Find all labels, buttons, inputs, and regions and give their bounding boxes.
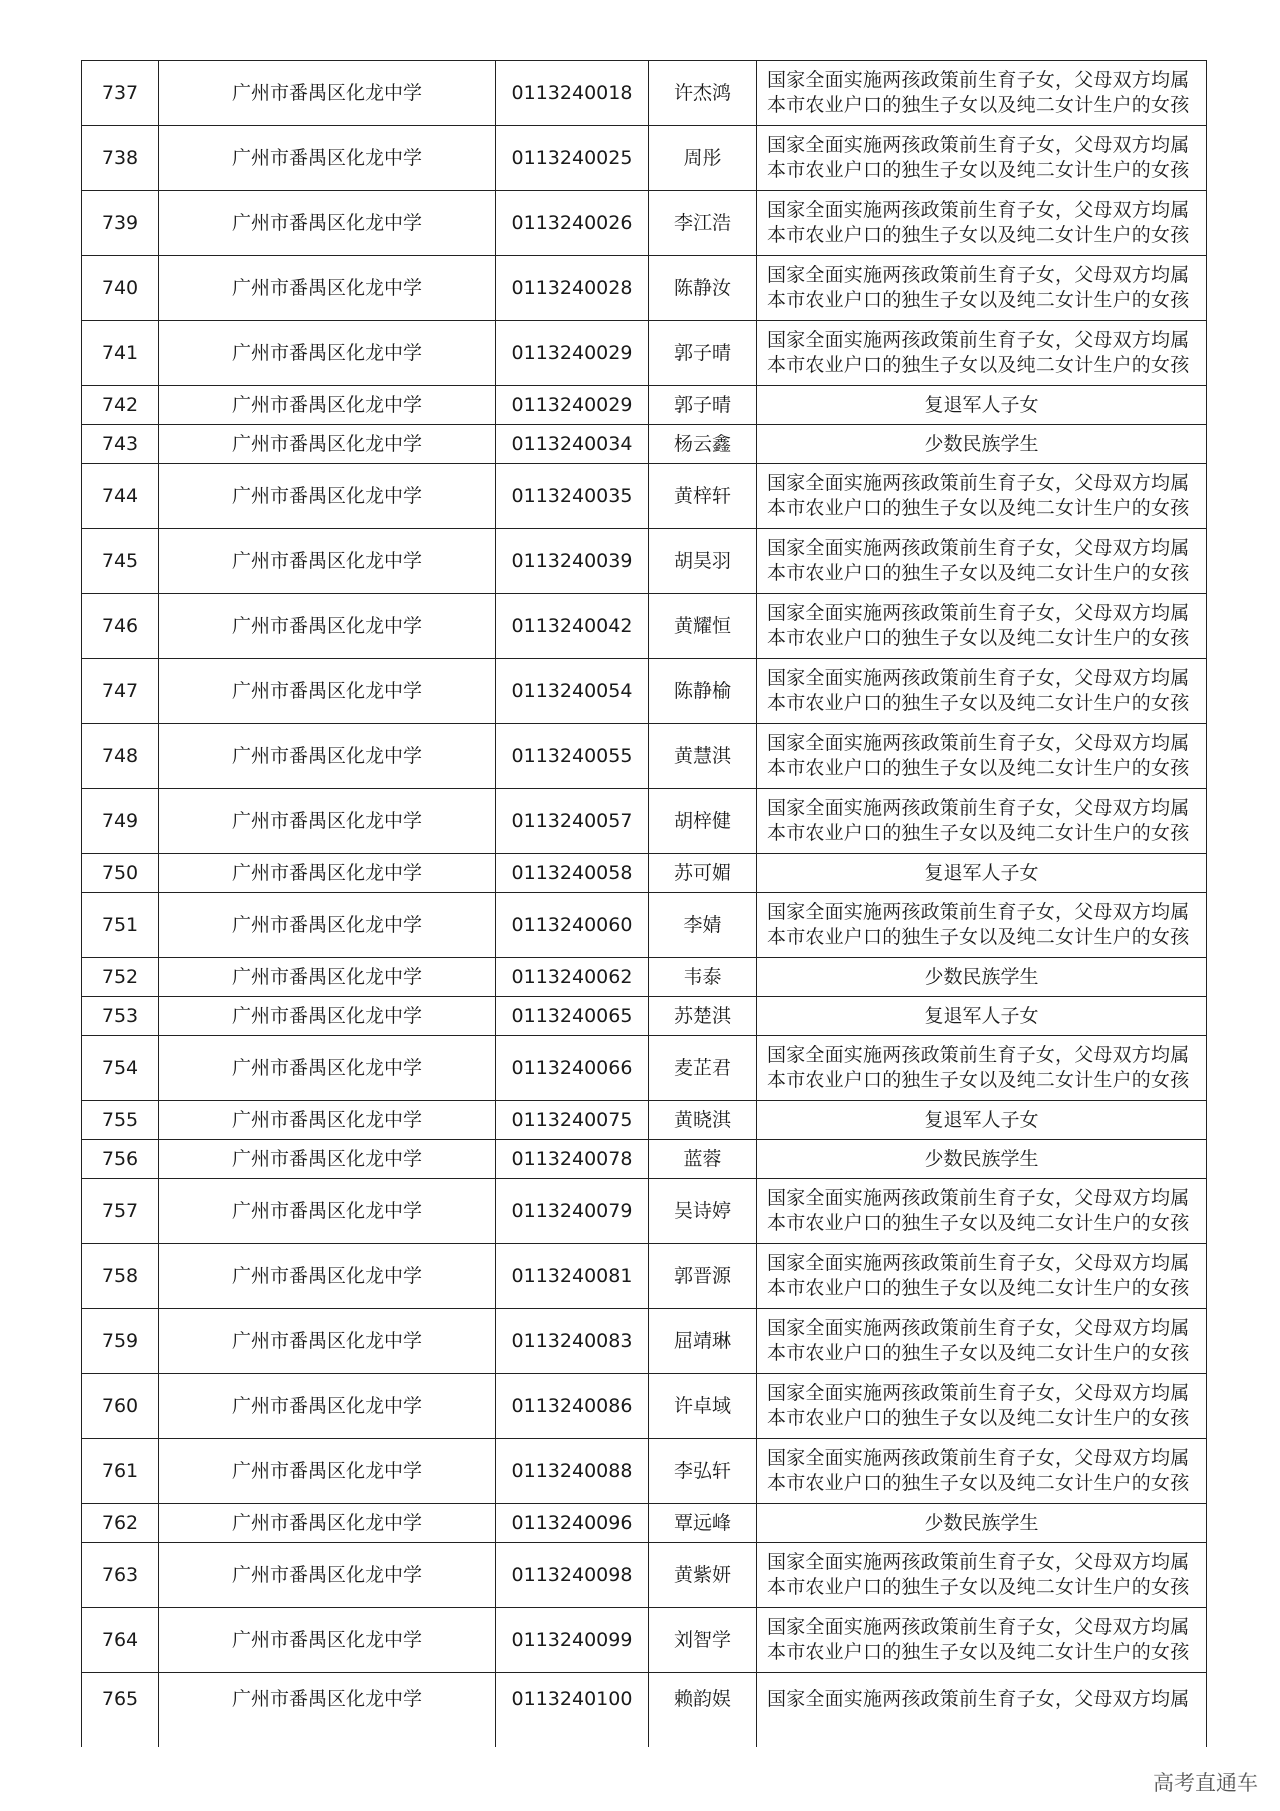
category-line: 本市农业户口的独生子女以及纯二女计生户的女孩	[767, 1472, 1190, 1494]
row-number: 744	[82, 464, 159, 529]
category-cell	[757, 256, 1207, 321]
table-row	[82, 529, 1207, 594]
table-row	[82, 191, 1207, 256]
category-line: 本市农业户口的独生子女以及纯二女计生户的女孩	[767, 289, 1190, 311]
category-cell	[757, 126, 1207, 191]
table-row	[82, 1543, 1207, 1608]
student-id: 0113240026	[496, 191, 649, 256]
school-name: 广州市番禺区化龙中学	[159, 1244, 496, 1309]
category-line: 本市农业户口的独生子女以及纯二女计生户的女孩	[767, 822, 1190, 844]
category-cell	[757, 594, 1207, 659]
table-row	[82, 724, 1207, 789]
table-row	[82, 126, 1207, 191]
category-line: 国家全面实施两孩政策前生育子女，父母双方均属	[767, 199, 1190, 221]
row-number: 748	[82, 724, 159, 789]
school-name: 广州市番禺区化龙中学	[159, 1179, 496, 1244]
category-line: 本市农业户口的独生子女以及纯二女计生户的女孩	[767, 1342, 1190, 1364]
table-row	[82, 256, 1207, 321]
row-number: 758	[82, 1244, 159, 1309]
category-line: 本市农业户口的独生子女以及纯二女计生户的女孩	[767, 1407, 1190, 1429]
row-number: 750	[82, 854, 159, 893]
row-number: 754	[82, 1036, 159, 1101]
category-line: 国家全面实施两孩政策前生育子女，父母双方均属	[767, 69, 1190, 91]
watermark: 高考直通车	[1153, 1771, 1258, 1795]
school-name: 广州市番禺区化龙中学	[159, 1543, 496, 1608]
row-number: 762	[82, 1504, 159, 1543]
student-name: 刘智学	[649, 1608, 757, 1673]
student-id: 0113240042	[496, 594, 649, 659]
school-name: 广州市番禺区化龙中学	[159, 997, 496, 1036]
table-row	[82, 893, 1207, 958]
student-name: 赖韵娱	[649, 1673, 757, 1748]
category-cell	[757, 789, 1207, 854]
category-line: 本市农业户口的独生子女以及纯二女计生户的女孩	[767, 1277, 1190, 1299]
student-name: 蓝蓉	[649, 1140, 757, 1179]
category-cell	[757, 893, 1207, 958]
student-id: 0113240065	[496, 997, 649, 1036]
table-row	[82, 1608, 1207, 1673]
row-number: 749	[82, 789, 159, 854]
row-number: 755	[82, 1101, 159, 1140]
student-name: 胡梓健	[649, 789, 757, 854]
student-name: 黄梓轩	[649, 464, 757, 529]
category-cell	[757, 191, 1207, 256]
student-id: 0113240079	[496, 1179, 649, 1244]
category-line: 本市农业户口的独生子女以及纯二女计生户的女孩	[767, 497, 1190, 519]
category-cell	[757, 1036, 1207, 1101]
category-line: 国家全面实施两孩政策前生育子女，父母双方均属	[767, 667, 1190, 689]
category-cell: 复退军人子女	[757, 386, 1207, 425]
table-row	[82, 1374, 1207, 1439]
student-name: 郭晋源	[649, 1244, 757, 1309]
student-id: 0113240078	[496, 1140, 649, 1179]
category-line: 本市农业户口的独生子女以及纯二女计生户的女孩	[767, 224, 1190, 246]
category-line: 本市农业户口的独生子女以及纯二女计生户的女孩	[767, 354, 1190, 376]
student-id: 0113240029	[496, 321, 649, 386]
row-number: 756	[82, 1140, 159, 1179]
category-line: 本市农业户口的独生子女以及纯二女计生户的女孩	[767, 1576, 1190, 1598]
category-line: 国家全面实施两孩政策前生育子女，父母双方均属	[767, 1616, 1190, 1638]
category-cell: 少数民族学生	[757, 1504, 1207, 1543]
student-name: 韦泰	[649, 958, 757, 997]
student-name: 李弘轩	[649, 1439, 757, 1504]
roster-table	[81, 60, 1207, 1747]
category-line: 本市农业户口的独生子女以及纯二女计生户的女孩	[767, 757, 1190, 779]
category-line: 本市农业户口的独生子女以及纯二女计生户的女孩	[767, 926, 1190, 948]
school-name: 广州市番禺区化龙中学	[159, 126, 496, 191]
student-name: 屈靖琳	[649, 1309, 757, 1374]
table-row	[82, 1439, 1207, 1504]
table-row	[82, 1101, 1207, 1140]
table-row	[82, 789, 1207, 854]
category-cell	[757, 464, 1207, 529]
school-name: 广州市番禺区化龙中学	[159, 659, 496, 724]
student-name: 黄耀恒	[649, 594, 757, 659]
student-name: 周彤	[649, 126, 757, 191]
row-number: 760	[82, 1374, 159, 1439]
category-line: 本市农业户口的独生子女以及纯二女计生户的女孩	[767, 1212, 1190, 1234]
category-line: 国家全面实施两孩政策前生育子女，父母双方均属	[767, 1317, 1190, 1339]
category-line: 本市农业户口的独生子女以及纯二女计生户的女孩	[767, 692, 1190, 714]
student-id: 0113240066	[496, 1036, 649, 1101]
school-name: 广州市番禺区化龙中学	[159, 854, 496, 893]
school-name: 广州市番禺区化龙中学	[159, 1673, 496, 1748]
category-cell	[757, 529, 1207, 594]
row-number: 738	[82, 126, 159, 191]
row-number: 745	[82, 529, 159, 594]
row-number: 737	[82, 61, 159, 126]
category-cell	[757, 1608, 1207, 1673]
student-name: 麦芷君	[649, 1036, 757, 1101]
student-id: 0113240034	[496, 425, 649, 464]
school-name: 广州市番禺区化龙中学	[159, 1439, 496, 1504]
table-row	[82, 1140, 1207, 1179]
row-number: 741	[82, 321, 159, 386]
student-id: 0113240029	[496, 386, 649, 425]
category-line: 国家全面实施两孩政策前生育子女，父母双方均属	[767, 1044, 1190, 1066]
category-line: 本市农业户口的独生子女以及纯二女计生户的女孩	[767, 159, 1190, 181]
row-number: 753	[82, 997, 159, 1036]
table-row	[82, 464, 1207, 529]
student-name: 陈静榆	[649, 659, 757, 724]
category-cell	[757, 659, 1207, 724]
table-row	[82, 958, 1207, 997]
category-line: 国家全面实施两孩政策前生育子女，父母双方均属	[767, 1551, 1190, 1573]
category-cell	[757, 1439, 1207, 1504]
student-name: 许杰鸿	[649, 61, 757, 126]
student-name: 李江浩	[649, 191, 757, 256]
student-id: 0113240054	[496, 659, 649, 724]
category-line: 国家全面实施两孩政策前生育子女，父母双方均属	[767, 264, 1190, 286]
student-id: 0113240075	[496, 1101, 649, 1140]
row-number: 761	[82, 1439, 159, 1504]
category-line: 国家全面实施两孩政策前生育子女，父母双方均属	[767, 329, 1190, 351]
table-row	[82, 854, 1207, 893]
category-cell: 少数民族学生	[757, 1140, 1207, 1179]
category-line: 国家全面实施两孩政策前生育子女，父母双方均属	[767, 1187, 1190, 1209]
school-name: 广州市番禺区化龙中学	[159, 724, 496, 789]
row-number: 764	[82, 1608, 159, 1673]
student-id: 0113240028	[496, 256, 649, 321]
category-cell	[757, 1244, 1207, 1309]
student-id: 0113240058	[496, 854, 649, 893]
row-number: 746	[82, 594, 159, 659]
student-id: 0113240062	[496, 958, 649, 997]
student-id: 0113240039	[496, 529, 649, 594]
student-name: 陈静汝	[649, 256, 757, 321]
table-row	[82, 1036, 1207, 1101]
student-name: 吴诗婷	[649, 1179, 757, 1244]
category-cell: 少数民族学生	[757, 425, 1207, 464]
school-name: 广州市番禺区化龙中学	[159, 1036, 496, 1101]
school-name: 广州市番禺区化龙中学	[159, 1504, 496, 1543]
table-row	[82, 1309, 1207, 1374]
school-name: 广州市番禺区化龙中学	[159, 1608, 496, 1673]
student-id: 0113240098	[496, 1543, 649, 1608]
student-name: 苏楚淇	[649, 997, 757, 1036]
school-name: 广州市番禺区化龙中学	[159, 594, 496, 659]
category-cell: 复退军人子女	[757, 997, 1207, 1036]
student-id: 0113240083	[496, 1309, 649, 1374]
student-id: 0113240100	[496, 1673, 649, 1748]
student-id: 0113240018	[496, 61, 649, 126]
table-row	[82, 1244, 1207, 1309]
category-line: 国家全面实施两孩政策前生育子女，父母双方均属	[767, 1688, 1190, 1710]
category-line: 国家全面实施两孩政策前生育子女，父母双方均属	[767, 1447, 1190, 1469]
row-number: 742	[82, 386, 159, 425]
table-row	[82, 1179, 1207, 1244]
category-line: 国家全面实施两孩政策前生育子女，父母双方均属	[767, 602, 1190, 624]
category-cell	[757, 1543, 1207, 1608]
row-number: 765	[82, 1673, 159, 1748]
student-id: 0113240081	[496, 1244, 649, 1309]
category-line: 国家全面实施两孩政策前生育子女，父母双方均属	[767, 732, 1190, 754]
category-line: 本市农业户口的独生子女以及纯二女计生户的女孩	[767, 1069, 1190, 1091]
row-number: 763	[82, 1543, 159, 1608]
row-number: 743	[82, 425, 159, 464]
school-name: 广州市番禺区化龙中学	[159, 321, 496, 386]
category-cell	[757, 1673, 1207, 1748]
student-id: 0113240088	[496, 1439, 649, 1504]
student-name: 黄晓淇	[649, 1101, 757, 1140]
category-cell	[757, 1374, 1207, 1439]
category-line: 本市农业户口的独生子女以及纯二女计生户的女孩	[767, 94, 1190, 116]
category-cell: 少数民族学生	[757, 958, 1207, 997]
category-cell	[757, 1179, 1207, 1244]
category-line: 本市农业户口的独生子女以及纯二女计生户的女孩	[767, 1641, 1190, 1663]
category-cell: 复退军人子女	[757, 1101, 1207, 1140]
category-line: 国家全面实施两孩政策前生育子女，父母双方均属	[767, 1382, 1190, 1404]
student-id: 0113240099	[496, 1608, 649, 1673]
student-name: 许卓域	[649, 1374, 757, 1439]
table-row	[82, 386, 1207, 425]
student-name: 黄紫妍	[649, 1543, 757, 1608]
category-line: 本市农业户口的独生子女以及纯二女计生户的女孩	[767, 627, 1190, 649]
table-row	[82, 1504, 1207, 1543]
category-line: 国家全面实施两孩政策前生育子女，父母双方均属	[767, 134, 1190, 156]
row-number: 739	[82, 191, 159, 256]
student-id: 0113240086	[496, 1374, 649, 1439]
category-cell	[757, 61, 1207, 126]
school-name: 广州市番禺区化龙中学	[159, 61, 496, 126]
student-name: 郭子晴	[649, 321, 757, 386]
school-name: 广州市番禺区化龙中学	[159, 958, 496, 997]
table-row	[82, 997, 1207, 1036]
roster-body	[82, 61, 1207, 1748]
school-name: 广州市番禺区化龙中学	[159, 1374, 496, 1439]
student-name: 杨云鑫	[649, 425, 757, 464]
school-name: 广州市番禺区化龙中学	[159, 789, 496, 854]
student-name: 苏可媚	[649, 854, 757, 893]
table-row	[82, 61, 1207, 126]
row-number: 757	[82, 1179, 159, 1244]
row-number: 751	[82, 893, 159, 958]
school-name: 广州市番禺区化龙中学	[159, 1140, 496, 1179]
row-number: 752	[82, 958, 159, 997]
student-id: 0113240035	[496, 464, 649, 529]
category-line: 本市农业户口的独生子女以及纯二女计生户的女孩	[767, 562, 1190, 584]
row-number: 740	[82, 256, 159, 321]
student-name: 郭子晴	[649, 386, 757, 425]
table-row	[82, 659, 1207, 724]
student-id: 0113240096	[496, 1504, 649, 1543]
row-number: 747	[82, 659, 159, 724]
table-row	[82, 425, 1207, 464]
table-row	[82, 594, 1207, 659]
school-name: 广州市番禺区化龙中学	[159, 191, 496, 256]
student-id: 0113240057	[496, 789, 649, 854]
student-name: 覃远峰	[649, 1504, 757, 1543]
school-name: 广州市番禺区化龙中学	[159, 893, 496, 958]
school-name: 广州市番禺区化龙中学	[159, 529, 496, 594]
school-name: 广州市番禺区化龙中学	[159, 1101, 496, 1140]
student-name: 李婧	[649, 893, 757, 958]
category-line: 国家全面实施两孩政策前生育子女，父母双方均属	[767, 901, 1190, 923]
category-cell	[757, 1309, 1207, 1374]
category-line: 国家全面实施两孩政策前生育子女，父母双方均属	[767, 1252, 1190, 1274]
student-name: 胡昊羽	[649, 529, 757, 594]
table-row	[82, 321, 1207, 386]
category-line: 国家全面实施两孩政策前生育子女，父母双方均属	[767, 472, 1190, 494]
school-name: 广州市番禺区化龙中学	[159, 386, 496, 425]
school-name: 广州市番禺区化龙中学	[159, 464, 496, 529]
category-cell	[757, 321, 1207, 386]
table-row	[82, 1673, 1207, 1748]
category-line: 国家全面实施两孩政策前生育子女，父母双方均属	[767, 537, 1190, 559]
student-id: 0113240055	[496, 724, 649, 789]
category-cell	[757, 724, 1207, 789]
category-line: 国家全面实施两孩政策前生育子女，父母双方均属	[767, 797, 1190, 819]
school-name: 广州市番禺区化龙中学	[159, 256, 496, 321]
school-name: 广州市番禺区化龙中学	[159, 425, 496, 464]
category-cell: 复退军人子女	[757, 854, 1207, 893]
student-id: 0113240025	[496, 126, 649, 191]
school-name: 广州市番禺区化龙中学	[159, 1309, 496, 1374]
row-number: 759	[82, 1309, 159, 1374]
student-name: 黄慧淇	[649, 724, 757, 789]
student-id: 0113240060	[496, 893, 649, 958]
